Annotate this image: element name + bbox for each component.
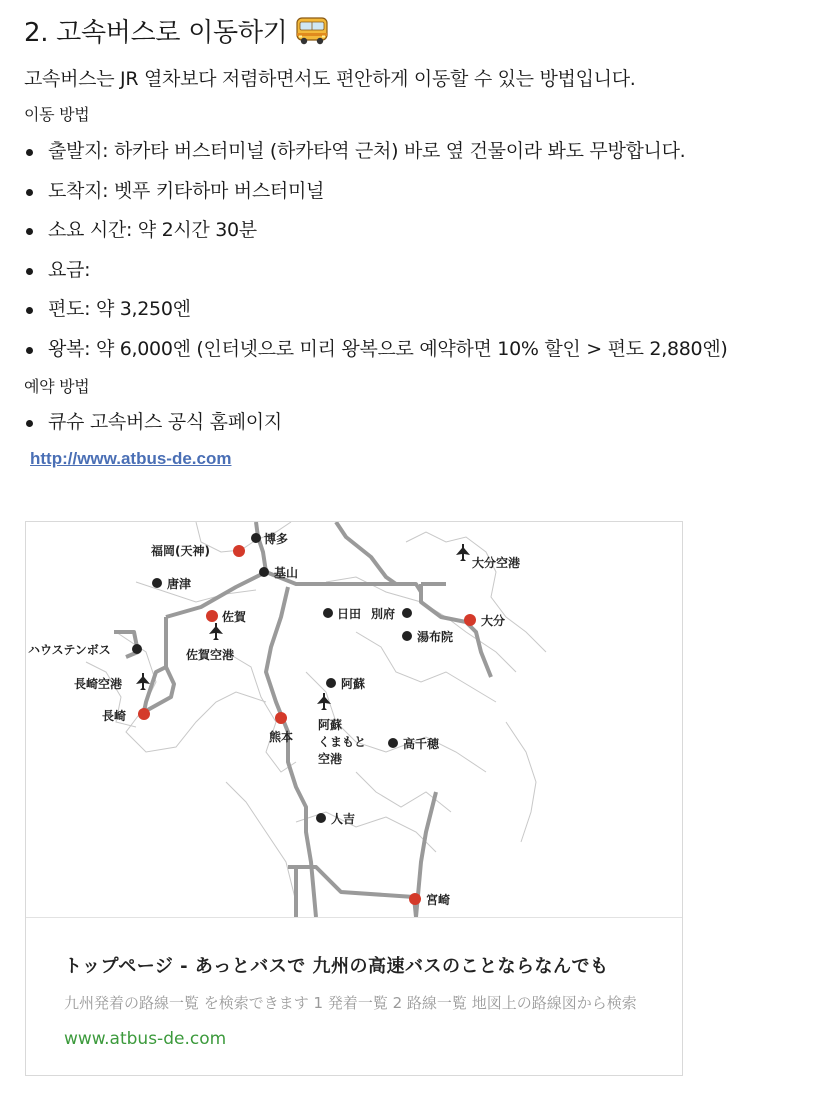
route-map xyxy=(26,522,682,918)
list-item: 출발지: 하카타 버스터미널 (하카타역 근처) 바로 옆 건물이라 봐도 무방합니다. xyxy=(24,138,728,178)
map-label-aso-kumamoto-airport-1: 阿蘇 xyxy=(318,718,343,732)
card-url[interactable]: www.atbus-de.com xyxy=(64,1029,227,1049)
map-label-karatsu: 唐津 xyxy=(167,577,192,591)
map-label-hakata: 博多 xyxy=(264,532,289,546)
map-label-aso: 阿蘇 xyxy=(341,677,366,691)
map-label-nagasaki-airport: 長崎空港 xyxy=(74,677,123,691)
map-label-oita-airport: 大分空港 xyxy=(472,556,521,570)
list-item: 왕복: 약 6,000엔 (인터넷으로 미리 왕복으로 예약하면 10% 할인 > 편도 2,880엔) xyxy=(24,336,728,376)
map-label-nagasaki: 長崎 xyxy=(102,709,127,723)
section-heading xyxy=(24,12,329,49)
list-item: 소요 시간: 약 2시간 30분 xyxy=(24,217,728,257)
bus-icon xyxy=(295,16,329,46)
list-item: 요금: xyxy=(24,257,728,297)
map-label-takachiho: 高千穂 xyxy=(403,737,440,751)
list-item: 도착지: 벳푸 키타하마 버스터미널 xyxy=(24,178,728,218)
booking-section-label: 예약 방법 xyxy=(24,377,90,396)
map-label-saga: 佐賀 xyxy=(222,610,247,624)
map-label-kumamoto: 熊本 xyxy=(269,730,294,744)
map-label-kiyama: 基山 xyxy=(274,566,299,580)
map-label-aso-kumamoto-airport-2: くまもと xyxy=(318,735,367,749)
link-preview-card[interactable] xyxy=(25,521,683,1076)
map-label-huis-ten-bosch: ハウステンボス xyxy=(28,643,111,657)
map-label-hita: 日田 xyxy=(337,607,362,621)
card-description: 九州発着の路線一覧 を検索できます 1 発着一覧 2 路線一覧 地図上の路線図から検索 xyxy=(64,994,637,1012)
map-label-beppu: 別府 xyxy=(371,607,396,621)
map-label-fukuoka: 福岡(天神) xyxy=(151,544,210,558)
section-heading-text: 2. 고속버스로 이동하기 xyxy=(24,18,288,48)
booking-list xyxy=(24,409,282,449)
atbus-link[interactable]: http://www.atbus-de.com xyxy=(30,449,232,468)
card-title[interactable]: トップページ - あっとバスで 九州の高速バスのことならなんでも xyxy=(64,956,609,977)
map-label-yufuin: 湯布院 xyxy=(417,630,454,644)
map-label-saga-airport: 佐賀空港 xyxy=(186,648,235,662)
oita-airport-icon xyxy=(456,544,470,561)
map-label-miyazaki: 宮崎 xyxy=(426,893,451,907)
map-label-oita: 大分 xyxy=(481,614,506,628)
list-item: 큐슈 고속버스 공식 홈페이지 xyxy=(24,409,282,449)
saga-airport-icon xyxy=(209,623,223,640)
route-list xyxy=(24,138,728,375)
map-label-hitoyoshi: 人吉 xyxy=(331,812,356,826)
route-section-label: 이동 방법 xyxy=(24,105,90,124)
nagasaki-airport-icon xyxy=(136,673,150,690)
intro-text: 고속버스는 JR 열차보다 저렴하면서도 편안하게 이동할 수 있는 방법입니다. xyxy=(24,68,636,90)
route-map-svg xyxy=(26,522,682,917)
list-item: 편도: 약 3,250엔 xyxy=(24,296,728,336)
map-label-aso-kumamoto-airport-3: 空港 xyxy=(318,752,343,766)
